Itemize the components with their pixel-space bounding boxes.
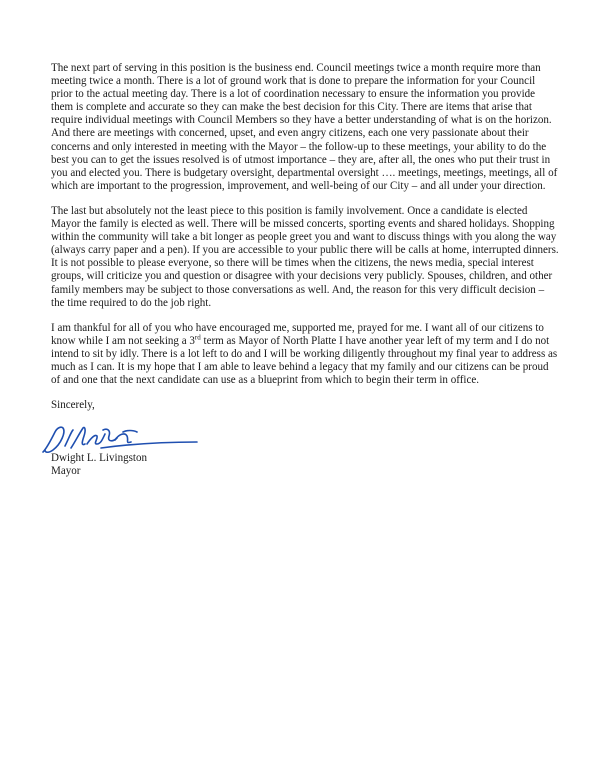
paragraph-thanks	[51, 322, 559, 387]
paragraph-business: The next part of serving in this position is the business end. Council meetings twice a month require more than meeting twice a month. There is a lot of ground work that is done to prepare the information for your Council prior to the actual meeting day. There is a lot of coordination necessary to ensure the information you provide them is complete and accurate so they can make the best decision for this City. There are items that arise that require individual meetings with Council Members so they have a better understanding of what is on the horizon. And there are meetings with concerned, upset, and even angry citizens, each one very passionate about their concerns and only interested in meeting with the Mayor – the follow-up to these meetings, your ability to do the best you can to get the issues resolved is of utmost importance – they are, after all, the ones who put their trust in you and elected you. There is budgetary oversight, departmental oversight …. meetings, meetings, meetings, all of which are important to the progression, improvement, and well-being of our City – and all under your direction.	[51, 62, 558, 192]
paragraph-thanks-part1: I am thankful for all of you who have encouraged me, supported me, prayed for me. I want all of our citizens to know while I am not seeking a 3	[51, 321, 544, 347]
letter-body	[51, 62, 559, 478]
paragraph-thanks-part2: term as Mayor of North Platte I have another year left of my term and I do not intend to sit by idly. There is a lot left to do and I will be working diligently throughout my final year to address as much as I can. It is my hope that I am able to leave behind a legacy that my family and our citizens can be proud of and one that the next candidate can use as a blueprint from which to begin their term in office.	[51, 334, 558, 387]
paragraph-family: The last but absolutely not the least piece to this position is family involvement. Once a candidate is elected Mayor the family is elected as well. There will be missed concerts, sporting events and shared holidays. Shopping within the community will take a bit longer as people greet you and want to discuss things with you along the way (always carry paper and a pen). If you are accessible to your public there will be calls at home, interrupted dinners. It is not possible to please everyone, so there will be times when the citizens, the news media, special interest groups, will criticize you and question or disagree with your decisions very publicly. Spouses, children, and other family members may be subject to those conversations as well. And, the reason for this very difficult decision – the time required to do the job right.	[51, 204, 559, 309]
signer-title: Mayor	[51, 465, 81, 478]
closing: Sincerely,	[51, 399, 95, 412]
signature	[51, 424, 251, 462]
ordinal-superscript: rd	[194, 333, 201, 342]
signer-name: Dwight L. Livingston	[51, 452, 148, 465]
signature-scribble-icon	[41, 422, 201, 456]
